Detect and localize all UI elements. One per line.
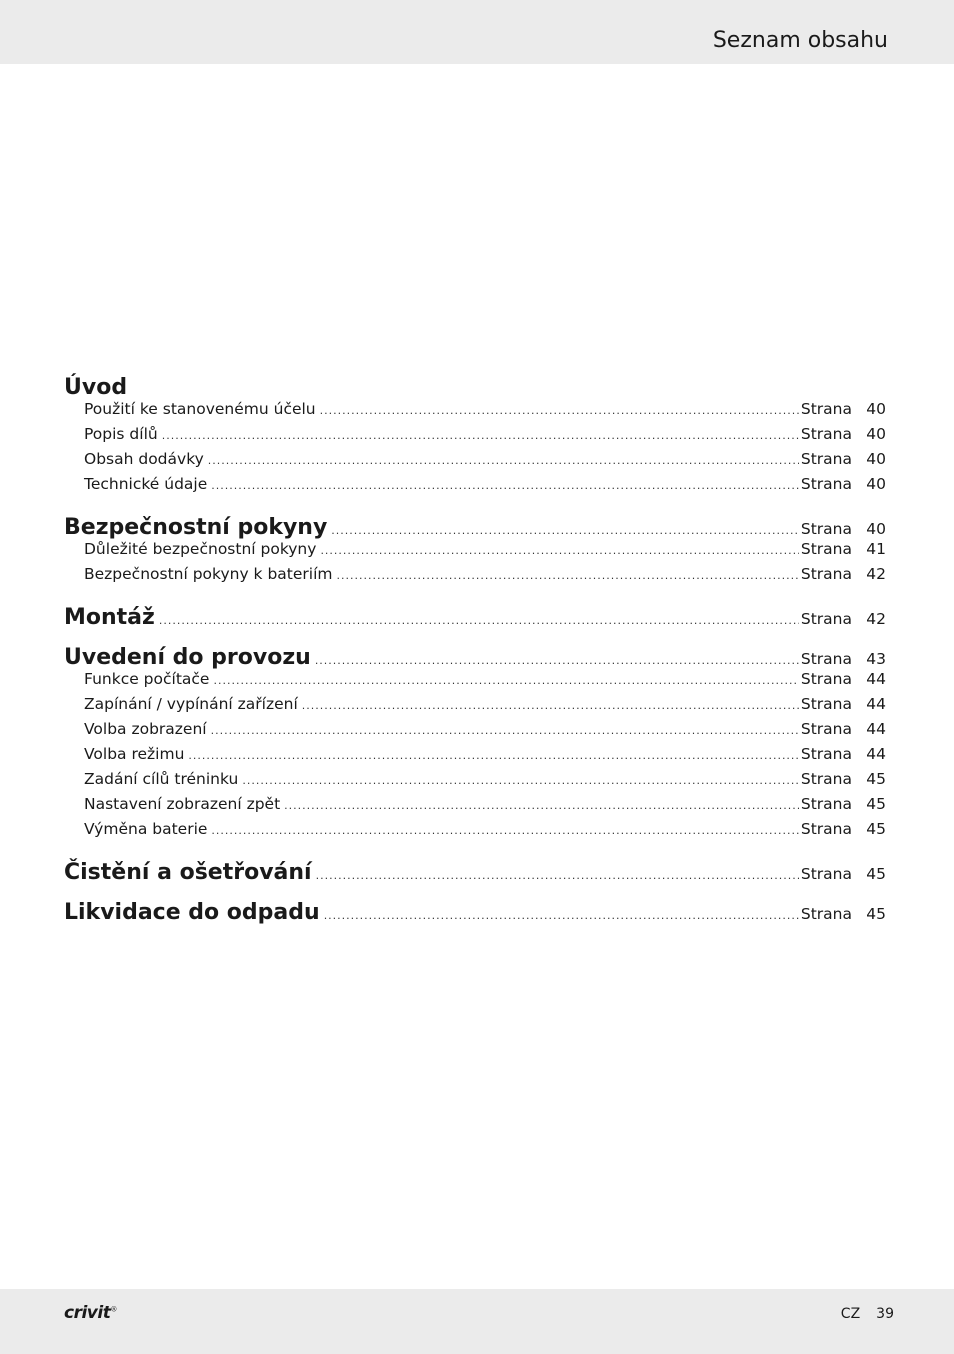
toc-page-number: 45 xyxy=(866,770,886,788)
toc-item[interactable] xyxy=(64,565,886,590)
toc-item-label: Obsah dodávky xyxy=(84,450,204,468)
footer-page-info xyxy=(841,1306,894,1322)
leader-dots xyxy=(213,674,798,687)
toc-section-bezpecnostni-pokyny xyxy=(64,515,886,590)
toc-strana-label: Strana xyxy=(800,795,852,813)
leader-dots xyxy=(188,749,799,762)
leader-dots xyxy=(337,569,799,582)
toc-strana-label: Strana xyxy=(800,475,852,493)
toc-item-label: Technické údaje xyxy=(84,475,208,493)
toc-item-label: Bezpečnostní pokyny k bateriím xyxy=(84,565,333,583)
leader-dots xyxy=(320,404,799,417)
toc-page-number: 45 xyxy=(866,795,886,813)
toc-item[interactable] xyxy=(64,670,886,695)
toc-item-label: Volba režimu xyxy=(84,745,185,763)
toc-page-number: 44 xyxy=(866,695,886,713)
leader-dots xyxy=(211,824,798,837)
leader-dots xyxy=(324,909,799,922)
leader-dots xyxy=(331,524,799,537)
page-number: 39 xyxy=(876,1306,894,1322)
leader-dots xyxy=(284,799,799,812)
leader-dots xyxy=(242,774,799,787)
toc-page-number: 44 xyxy=(866,745,886,763)
toc-heading[interactable] xyxy=(64,860,886,885)
toc-strana-label: Strana xyxy=(800,450,852,468)
toc-item-label: Volba zobrazení xyxy=(84,720,207,738)
toc-page-number: 40 xyxy=(866,520,886,538)
toc-item[interactable] xyxy=(64,540,886,565)
toc-item-label: Důležité bezpečnostní pokyny xyxy=(84,540,317,558)
toc-strana-label: Strana xyxy=(800,610,852,628)
toc-page-number: 40 xyxy=(866,475,886,493)
toc-strana-label: Strana xyxy=(800,820,852,838)
toc-item[interactable] xyxy=(64,770,886,795)
toc-page-number: 44 xyxy=(866,670,886,688)
toc-strana-label: Strana xyxy=(800,400,852,418)
leader-dots xyxy=(320,544,798,557)
toc-item[interactable] xyxy=(64,745,886,770)
leader-dots xyxy=(159,614,799,627)
toc-item[interactable] xyxy=(64,695,886,720)
toc-page-number: 45 xyxy=(866,820,886,838)
toc-item-label: Popis dílů xyxy=(84,425,158,443)
toc-item-label: Výměna baterie xyxy=(84,820,208,838)
toc-item-label: Funkce počítače xyxy=(84,670,210,688)
toc-heading-label: Úvod xyxy=(64,375,128,400)
toc-item[interactable] xyxy=(64,720,886,745)
toc-page-number: 40 xyxy=(866,425,886,443)
leader-dots xyxy=(211,479,799,492)
toc-strana-label: Strana xyxy=(800,670,852,688)
toc-section-uvedeni-do-provozu xyxy=(64,645,886,845)
leader-dots xyxy=(316,869,799,882)
toc-strana-label: Strana xyxy=(800,865,852,883)
toc-strana-label: Strana xyxy=(800,745,852,763)
brand-logo xyxy=(64,1303,117,1323)
toc-section-cisteni-a-osetrovani xyxy=(64,860,886,885)
toc-item[interactable] xyxy=(64,820,886,845)
toc-strana-label: Strana xyxy=(800,425,852,443)
toc-heading-label: Likvidace do odpadu xyxy=(64,900,320,925)
toc-heading[interactable] xyxy=(64,645,886,670)
toc-page-number: 40 xyxy=(866,400,886,418)
toc-strana-label: Strana xyxy=(800,695,852,713)
leader-dots xyxy=(315,654,799,667)
toc-page-number: 45 xyxy=(866,905,886,923)
toc-item-label: Použití ke stanovenému účelu xyxy=(84,400,316,418)
toc-item[interactable] xyxy=(64,400,886,425)
toc-heading-label: Uvedení do provozu xyxy=(64,645,311,670)
language-code: CZ xyxy=(840,1306,861,1322)
toc-heading-label: Čistění a ošetřování xyxy=(64,860,312,885)
toc-page-number: 41 xyxy=(866,540,886,558)
toc-heading[interactable] xyxy=(64,605,886,630)
toc-heading-label: Montáž xyxy=(64,605,155,630)
table-of-contents xyxy=(64,375,886,940)
toc-page-number: 42 xyxy=(866,565,886,583)
registered-mark: ® xyxy=(110,1305,117,1314)
page-title: Seznam obsahu xyxy=(712,28,888,53)
toc-item[interactable] xyxy=(64,795,886,820)
toc-strana-label: Strana xyxy=(800,565,852,583)
toc-page-number: 45 xyxy=(866,865,886,883)
footer-bar xyxy=(0,1289,954,1354)
toc-item[interactable] xyxy=(64,425,886,450)
toc-heading-label: Bezpečnostní pokyny xyxy=(64,515,328,540)
toc-section-likvidace-do-odpadu xyxy=(64,900,886,925)
toc-page-number: 43 xyxy=(866,650,886,668)
leader-dots xyxy=(302,699,799,712)
toc-item-label: Zapínání / vypínání zařízení xyxy=(84,695,298,713)
toc-strana-label: Strana xyxy=(800,520,852,538)
toc-heading[interactable] xyxy=(64,515,886,540)
toc-page-number: 40 xyxy=(866,450,886,468)
toc-item[interactable] xyxy=(64,450,886,475)
toc-section-montaz xyxy=(64,605,886,630)
toc-page-number: 42 xyxy=(866,610,886,628)
toc-item-label: Nastavení zobrazení zpět xyxy=(84,795,281,813)
leader-dots xyxy=(208,454,799,467)
toc-item[interactable] xyxy=(64,475,886,500)
toc-item-label: Zadání cílů tréninku xyxy=(84,770,239,788)
toc-heading[interactable] xyxy=(64,375,886,400)
toc-page-number: 44 xyxy=(866,720,886,738)
toc-strana-label: Strana xyxy=(800,720,852,738)
toc-section-uvod xyxy=(64,375,886,500)
toc-strana-label: Strana xyxy=(800,770,852,788)
toc-strana-label: Strana xyxy=(800,650,852,668)
toc-heading[interactable] xyxy=(64,900,886,925)
brand-name: crivit xyxy=(64,1303,111,1323)
toc-strana-label: Strana xyxy=(800,540,852,558)
leader-dots xyxy=(162,429,799,442)
leader-dots xyxy=(211,724,799,737)
toc-strana-label: Strana xyxy=(800,905,852,923)
